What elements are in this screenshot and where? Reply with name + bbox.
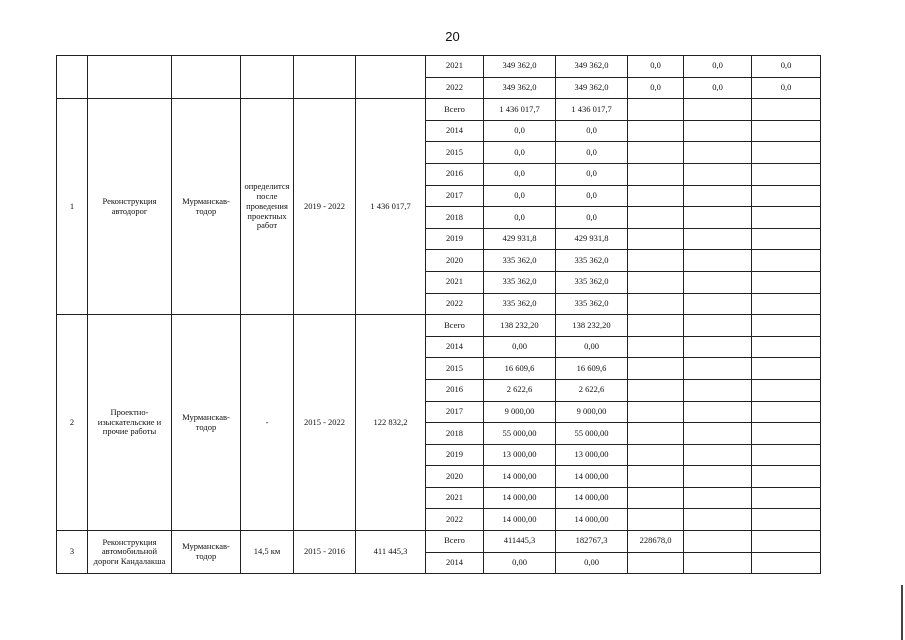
- item-capacity: -: [241, 315, 294, 531]
- amount-cell-4: [684, 250, 752, 272]
- amount-cell-4: [684, 293, 752, 315]
- year-cell: 2022: [426, 509, 484, 531]
- item-customer: Мурманскав-тодор: [172, 99, 241, 315]
- amount-cell-2: 335 362,0: [556, 250, 628, 272]
- year-cell: 2016: [426, 163, 484, 185]
- amount-cell-3: [628, 444, 684, 466]
- amount-cell-3: [628, 293, 684, 315]
- amount-cell-2: 13 000,00: [556, 444, 628, 466]
- amount-cell-4: [684, 185, 752, 207]
- year-cell: 2015: [426, 358, 484, 380]
- amount-cell-4: [684, 466, 752, 488]
- amount-cell-1: 14 000,00: [484, 509, 556, 531]
- amount-cell-5: [752, 379, 821, 401]
- amount-cell-1: 138 232,20: [484, 315, 556, 337]
- amount-cell-5: [752, 120, 821, 142]
- amount-cell-3: [628, 358, 684, 380]
- amount-cell-1: 2 622,6: [484, 379, 556, 401]
- amount-cell-1: 0,0: [484, 185, 556, 207]
- amount-cell-5: [752, 423, 821, 445]
- amount-cell-2: 349 362,0: [556, 56, 628, 78]
- amount-cell-4: [684, 552, 752, 574]
- amount-cell-3: [628, 466, 684, 488]
- amount-cell-3: [628, 509, 684, 531]
- item-capacity: определится после проведения проектных работ: [241, 99, 294, 315]
- amount-cell-3: [628, 250, 684, 272]
- amount-cell-2: 349 362,0: [556, 77, 628, 99]
- item-period: 2015 - 2016: [294, 531, 356, 574]
- amount-cell-1: 411445,3: [484, 531, 556, 553]
- year-cell: 2016: [426, 379, 484, 401]
- amount-cell-2: 0,0: [556, 207, 628, 229]
- amount-cell-2: 138 232,20: [556, 315, 628, 337]
- amount-cell-1: 1 436 017,7: [484, 99, 556, 121]
- amount-cell-2: 335 362,0: [556, 271, 628, 293]
- amount-cell-4: [684, 423, 752, 445]
- table-body: [57, 56, 821, 574]
- year-cell: 2017: [426, 185, 484, 207]
- amount-cell-4: [684, 315, 752, 337]
- amount-cell-1: 13 000,00: [484, 444, 556, 466]
- amount-cell-5: [752, 444, 821, 466]
- amount-cell-1: 335 362,0: [484, 271, 556, 293]
- amount-cell-5: [752, 552, 821, 574]
- empty-capacity-cell: [241, 56, 294, 99]
- amount-cell-1: 0,0: [484, 120, 556, 142]
- year-cell: 2014: [426, 120, 484, 142]
- amount-cell-5: 0,0: [752, 56, 821, 78]
- page-number: 20: [445, 29, 460, 44]
- amount-cell-1: 429 931,8: [484, 228, 556, 250]
- amount-cell-3: [628, 120, 684, 142]
- amount-cell-3: [628, 142, 684, 164]
- empty-name-cell: [88, 56, 172, 99]
- amount-cell-2: 16 609,6: [556, 358, 628, 380]
- amount-cell-4: [684, 487, 752, 509]
- amount-cell-2: 14 000,00: [556, 466, 628, 488]
- amount-cell-5: [752, 315, 821, 337]
- item-cost: 411 445,3: [356, 531, 426, 574]
- amount-cell-3: [628, 487, 684, 509]
- amount-cell-3: [628, 552, 684, 574]
- year-cell: 2021: [426, 487, 484, 509]
- item-period: 2019 - 2022: [294, 99, 356, 315]
- amount-cell-5: [752, 250, 821, 272]
- amount-cell-4: [684, 163, 752, 185]
- year-cell: 2018: [426, 423, 484, 445]
- amount-cell-2: 0,0: [556, 120, 628, 142]
- year-cell: 2020: [426, 250, 484, 272]
- scan-edge-mark: [901, 585, 903, 640]
- amount-cell-1: 349 362,0: [484, 77, 556, 99]
- amount-cell-2: 335 362,0: [556, 293, 628, 315]
- amount-cell-4: [684, 336, 752, 358]
- investment-table: [56, 55, 821, 574]
- year-cell: Всего: [426, 315, 484, 337]
- amount-cell-4: 0,0: [684, 56, 752, 78]
- amount-cell-3: [628, 99, 684, 121]
- amount-cell-3: [628, 163, 684, 185]
- table-row: [57, 315, 821, 337]
- amount-cell-5: [752, 531, 821, 553]
- item-customer: Мурманскав-тодор: [172, 531, 241, 574]
- table-row: [57, 531, 821, 553]
- amount-cell-3: [628, 336, 684, 358]
- amount-cell-1: 349 362,0: [484, 56, 556, 78]
- amount-cell-1: 0,0: [484, 163, 556, 185]
- amount-cell-5: [752, 466, 821, 488]
- amount-cell-2: 0,0: [556, 142, 628, 164]
- item-name: Реконструкция автомобильной дороги Кандалакша: [88, 531, 172, 574]
- amount-cell-5: [752, 358, 821, 380]
- amount-cell-3: [628, 185, 684, 207]
- amount-cell-5: [752, 509, 821, 531]
- amount-cell-3: [628, 271, 684, 293]
- amount-cell-5: [752, 487, 821, 509]
- amount-cell-2: 9 000,00: [556, 401, 628, 423]
- amount-cell-4: [684, 142, 752, 164]
- amount-cell-3: [628, 228, 684, 250]
- item-number: 2: [57, 315, 88, 531]
- item-name: Реконструкция автодорог: [88, 99, 172, 315]
- amount-cell-2: 55 000,00: [556, 423, 628, 445]
- year-cell: 2021: [426, 56, 484, 78]
- amount-cell-1: 9 000,00: [484, 401, 556, 423]
- amount-cell-2: 14 000,00: [556, 487, 628, 509]
- amount-cell-4: [684, 379, 752, 401]
- amount-cell-1: 0,00: [484, 552, 556, 574]
- amount-cell-2: 429 931,8: [556, 228, 628, 250]
- year-cell: 2014: [426, 336, 484, 358]
- amount-cell-5: [752, 293, 821, 315]
- amount-cell-4: [684, 207, 752, 229]
- amount-cell-3: [628, 315, 684, 337]
- amount-cell-5: [752, 271, 821, 293]
- year-cell: 2019: [426, 444, 484, 466]
- amount-cell-5: [752, 228, 821, 250]
- item-number: 1: [57, 99, 88, 315]
- amount-cell-5: [752, 401, 821, 423]
- amount-cell-1: 14 000,00: [484, 466, 556, 488]
- amount-cell-5: [752, 336, 821, 358]
- item-number: 3: [57, 531, 88, 574]
- amount-cell-5: [752, 142, 821, 164]
- year-cell: 2018: [426, 207, 484, 229]
- amount-cell-3: [628, 423, 684, 445]
- amount-cell-2: 1 436 017,7: [556, 99, 628, 121]
- year-cell: Всего: [426, 531, 484, 553]
- amount-cell-1: 0,0: [484, 142, 556, 164]
- amount-cell-5: [752, 163, 821, 185]
- amount-cell-1: 14 000,00: [484, 487, 556, 509]
- empty-cost-cell: [356, 56, 426, 99]
- empty-num-cell: [57, 56, 88, 99]
- amount-cell-4: [684, 509, 752, 531]
- amount-cell-5: 0,0: [752, 77, 821, 99]
- amount-cell-4: [684, 444, 752, 466]
- empty-customer-cell: [172, 56, 241, 99]
- amount-cell-1: 0,00: [484, 336, 556, 358]
- item-period: 2015 - 2022: [294, 315, 356, 531]
- amount-cell-1: 335 362,0: [484, 250, 556, 272]
- amount-cell-4: 0,0: [684, 77, 752, 99]
- amount-cell-4: [684, 99, 752, 121]
- year-cell: 2014: [426, 552, 484, 574]
- amount-cell-3: [628, 379, 684, 401]
- year-cell: 2020: [426, 466, 484, 488]
- amount-cell-4: [684, 271, 752, 293]
- item-name: Проектно-изыскательские и прочие работы: [88, 315, 172, 531]
- amount-cell-2: 0,00: [556, 552, 628, 574]
- amount-cell-3: [628, 401, 684, 423]
- amount-cell-2: 0,00: [556, 336, 628, 358]
- amount-cell-2: 182767,3: [556, 531, 628, 553]
- item-capacity: 14,5 км: [241, 531, 294, 574]
- empty-period-cell: [294, 56, 356, 99]
- amount-cell-1: 55 000,00: [484, 423, 556, 445]
- amount-cell-1: 0,0: [484, 207, 556, 229]
- year-cell: 2022: [426, 293, 484, 315]
- amount-cell-4: [684, 120, 752, 142]
- amount-cell-4: [684, 228, 752, 250]
- year-cell: Всего: [426, 99, 484, 121]
- amount-cell-3: 0,0: [628, 56, 684, 78]
- amount-cell-4: [684, 358, 752, 380]
- year-cell: 2015: [426, 142, 484, 164]
- table-row: [57, 99, 821, 121]
- amount-cell-1: 335 362,0: [484, 293, 556, 315]
- amount-cell-1: 16 609,6: [484, 358, 556, 380]
- table-row: [57, 56, 821, 78]
- amount-cell-2: 0,0: [556, 185, 628, 207]
- amount-cell-3: 228678,0: [628, 531, 684, 553]
- year-cell: 2019: [426, 228, 484, 250]
- amount-cell-2: 14 000,00: [556, 509, 628, 531]
- amount-cell-4: [684, 401, 752, 423]
- amount-cell-4: [684, 531, 752, 553]
- amount-cell-5: [752, 185, 821, 207]
- item-cost: 1 436 017,7: [356, 99, 426, 315]
- amount-cell-5: [752, 99, 821, 121]
- year-cell: 2022: [426, 77, 484, 99]
- amount-cell-5: [752, 207, 821, 229]
- amount-cell-2: 2 622,6: [556, 379, 628, 401]
- year-cell: 2017: [426, 401, 484, 423]
- item-customer: Мурманскав-тодор: [172, 315, 241, 531]
- amount-cell-2: 0,0: [556, 163, 628, 185]
- year-cell: 2021: [426, 271, 484, 293]
- amount-cell-3: 0,0: [628, 77, 684, 99]
- item-cost: 122 832,2: [356, 315, 426, 531]
- amount-cell-3: [628, 207, 684, 229]
